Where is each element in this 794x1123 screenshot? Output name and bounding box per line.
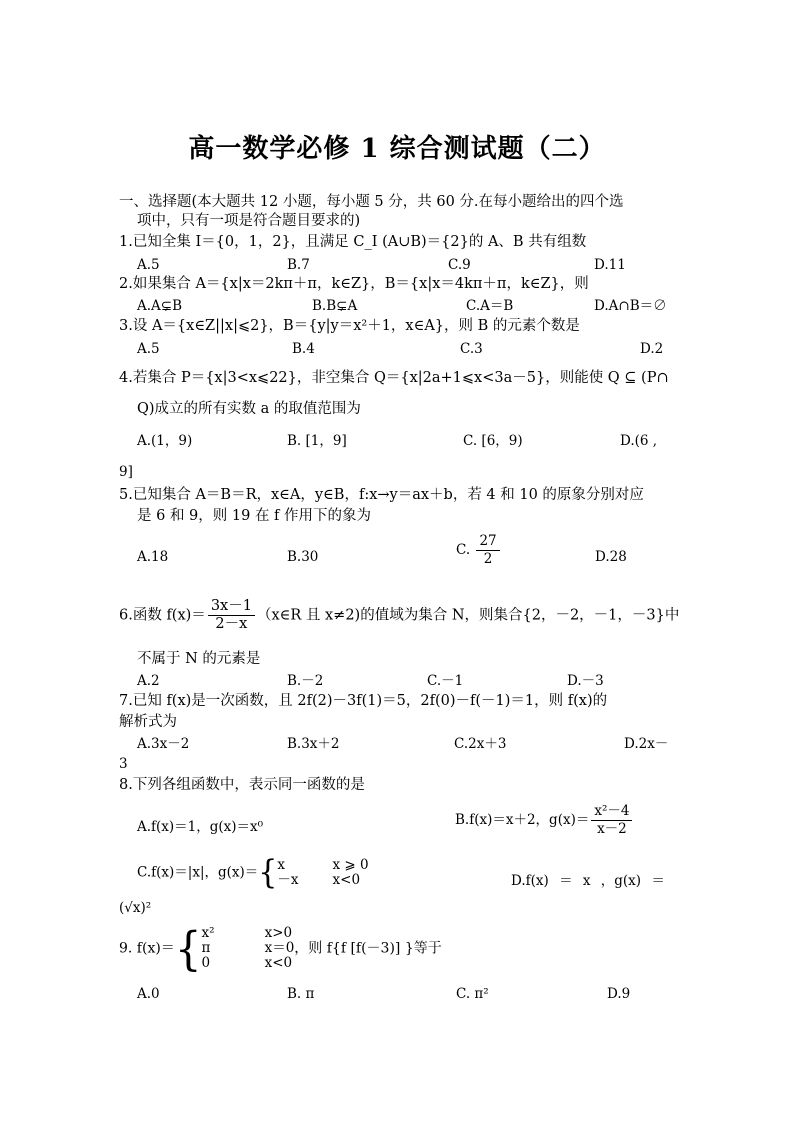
q1-option-a: A.5 (137, 257, 160, 273)
q9-option-b: B. π (287, 986, 315, 1002)
question-5-stem-line2: 是 6 和 9，则 19 在 f 作用下的象为 (137, 508, 372, 524)
q7-option-d-wrap: 3 (119, 756, 128, 772)
q9-option-d: D.9 (607, 986, 631, 1002)
q9-option-c: C. π² (456, 986, 489, 1002)
q2-option-a: A.A⊊B (137, 298, 183, 314)
q4-option-a: A.(1，9) (137, 433, 193, 449)
q4-option-d-wrap: 9] (119, 464, 133, 480)
q1-option-c: C.9 (448, 257, 471, 273)
question-6-stem (119, 598, 679, 633)
q9-case2: π (201, 940, 211, 956)
page-title: 高一数学必修 1 综合测试题（二） (188, 134, 606, 164)
q6-fraction (208, 598, 255, 633)
q5-fraction-numerator: 27 (476, 533, 499, 551)
q7-option-c: C.2x＋3 (454, 736, 507, 752)
q8-b-numerator: x²－4 (591, 803, 632, 821)
q3-option-a: A.5 (137, 341, 160, 357)
q2-option-c: C.A＝B (466, 298, 514, 314)
q8-option-c-label: C.f(x)＝|x|，g(x)＝ (137, 864, 259, 881)
question-4-stem-line1: 4.若集合 P＝{x|3<x⩽22}，非空集合 Q＝{x|2a+1⩽x<3a－5}，则能使 Q ⊆ (P∩ (119, 370, 669, 386)
q8-c-case2: －x (277, 872, 299, 888)
q5-option-c-fraction (476, 533, 499, 568)
q6-option-d: D.－3 (567, 673, 604, 689)
question-6-stem-line2: 不属于 N 的元素是 (137, 651, 261, 667)
q8-c-case1: x (277, 857, 286, 873)
q5-fraction-denominator: 2 (483, 551, 493, 567)
q9-option-a: A.0 (137, 986, 160, 1002)
q9-case3: 0 (201, 955, 211, 971)
q8-c-cases (277, 858, 298, 888)
q2-option-b: B.B⊊A (312, 298, 358, 314)
q9-cases (202, 926, 215, 971)
q8-option-a: A.f(x)＝1，g(x)＝x⁰ (137, 819, 264, 835)
q8-option-c (137, 853, 369, 892)
q4-option-d: D.(6 , (620, 433, 658, 449)
question-9-stem (119, 921, 442, 975)
question-5-stem-line1: 5.已知集合 A＝B＝R，x∈A，y∈B，f:x→y＝ax＋b，若 4 和 10 的原象分别对应 (119, 487, 644, 503)
q9-suffix: ，则 f{f [f(－3)] }等于 (294, 940, 442, 957)
q5-option-c (456, 533, 502, 568)
q5-option-a: A.18 (137, 549, 169, 565)
q6-numerator: 3x－1 (208, 598, 255, 616)
q8-c-conditions (333, 858, 369, 888)
q1-option-d: D.11 (594, 257, 626, 273)
q9-conditions (265, 926, 295, 971)
q9-cond1: x>0 (264, 925, 293, 941)
q8-option-b-label: B.f(x)＝x＋2，g(x)＝ (455, 812, 590, 828)
q8-c-cond2: x<0 (332, 872, 361, 888)
q8-c-brace: { (258, 853, 278, 892)
q8-option-b (455, 803, 634, 838)
q7-option-a: A.3x－2 (137, 736, 190, 752)
q9-prefix: 9. f(x)＝ (119, 940, 175, 957)
q5-option-b: B.30 (287, 549, 319, 565)
q1-option-b: B.7 (287, 257, 310, 273)
question-1-stem: 1.已知全集 I＝{0，1，2}，且满足 C_I (A∪B)＝{2}的 A、B 共有组数 (119, 234, 587, 250)
q7-option-b: B.3x＋2 (287, 736, 340, 752)
q8-option-d: D.f(x) ＝ x ，g(x) ＝ (511, 873, 665, 889)
q5-option-d: D.28 (595, 549, 627, 565)
q9-cond2: x＝0 (264, 940, 295, 956)
section-heading-line1: 一、选择题(本大题共 12 小题，每小题 5 分，共 60 分.在每小题给出的四个选 (119, 194, 624, 210)
q4-option-b: B. [1，9] (287, 433, 347, 449)
q4-option-c: C. [6，9) (463, 433, 523, 449)
question-3-stem: 3.设 A＝{x∈Z||x|⩽2}，B＝{y|y＝x²＋1，x∈A}，则 B 的元素个数是 (119, 318, 580, 334)
q8-option-d-wrap: (√x)² (119, 900, 152, 916)
q6-suffix: （x∈R 且 x≠2)的值域为集合 N，则集合{2，－2，－1，－3}中 (256, 607, 680, 624)
question-7-stem-line1: 7.已知 f(x)是一次函数，且 2f(2)－3f(1)＝5，2f(0)－f(－1)＝1，则 f(x)的 (119, 693, 608, 709)
q7-option-d: D.2x－ (624, 736, 669, 752)
q6-denominator: 2－x (215, 616, 248, 632)
question-4-stem-line2: Q)成立的所有实数 a 的取值范围为 (137, 401, 361, 417)
q9-case1: x² (201, 925, 215, 941)
q9-brace: { (174, 921, 202, 975)
q3-option-d: D.2 (640, 341, 664, 357)
q6-option-c: C.－1 (427, 673, 464, 689)
q3-option-c: C.3 (460, 341, 483, 357)
q8-option-b-fraction (591, 803, 632, 838)
question-2-stem: 2.如果集合 A＝{x|x＝2kπ＋π，k∈Z}，B＝{x|x＝4kπ＋π，k∈Z}，则 (119, 276, 589, 292)
question-7-stem-line2: 解析式为 (119, 714, 177, 730)
q5-option-c-label: C. (456, 542, 471, 558)
q3-option-b: B.4 (292, 341, 315, 357)
q6-option-a: A.2 (137, 673, 160, 689)
q2-option-d: D.A∩B＝∅ (594, 298, 667, 314)
q8-b-denominator: x－2 (597, 821, 627, 837)
question-8-stem: 8.下列各组函数中，表示同一函数的是 (119, 777, 365, 793)
section-heading-line2: 项中，只有一项是符合题目要求的) (137, 213, 361, 229)
q8-c-cond1: x ⩾ 0 (332, 857, 369, 873)
q6-prefix: 6.函数 f(x)＝ (119, 607, 206, 624)
q9-cond3: x<0 (264, 955, 293, 971)
q6-option-b: B.－2 (287, 673, 324, 689)
